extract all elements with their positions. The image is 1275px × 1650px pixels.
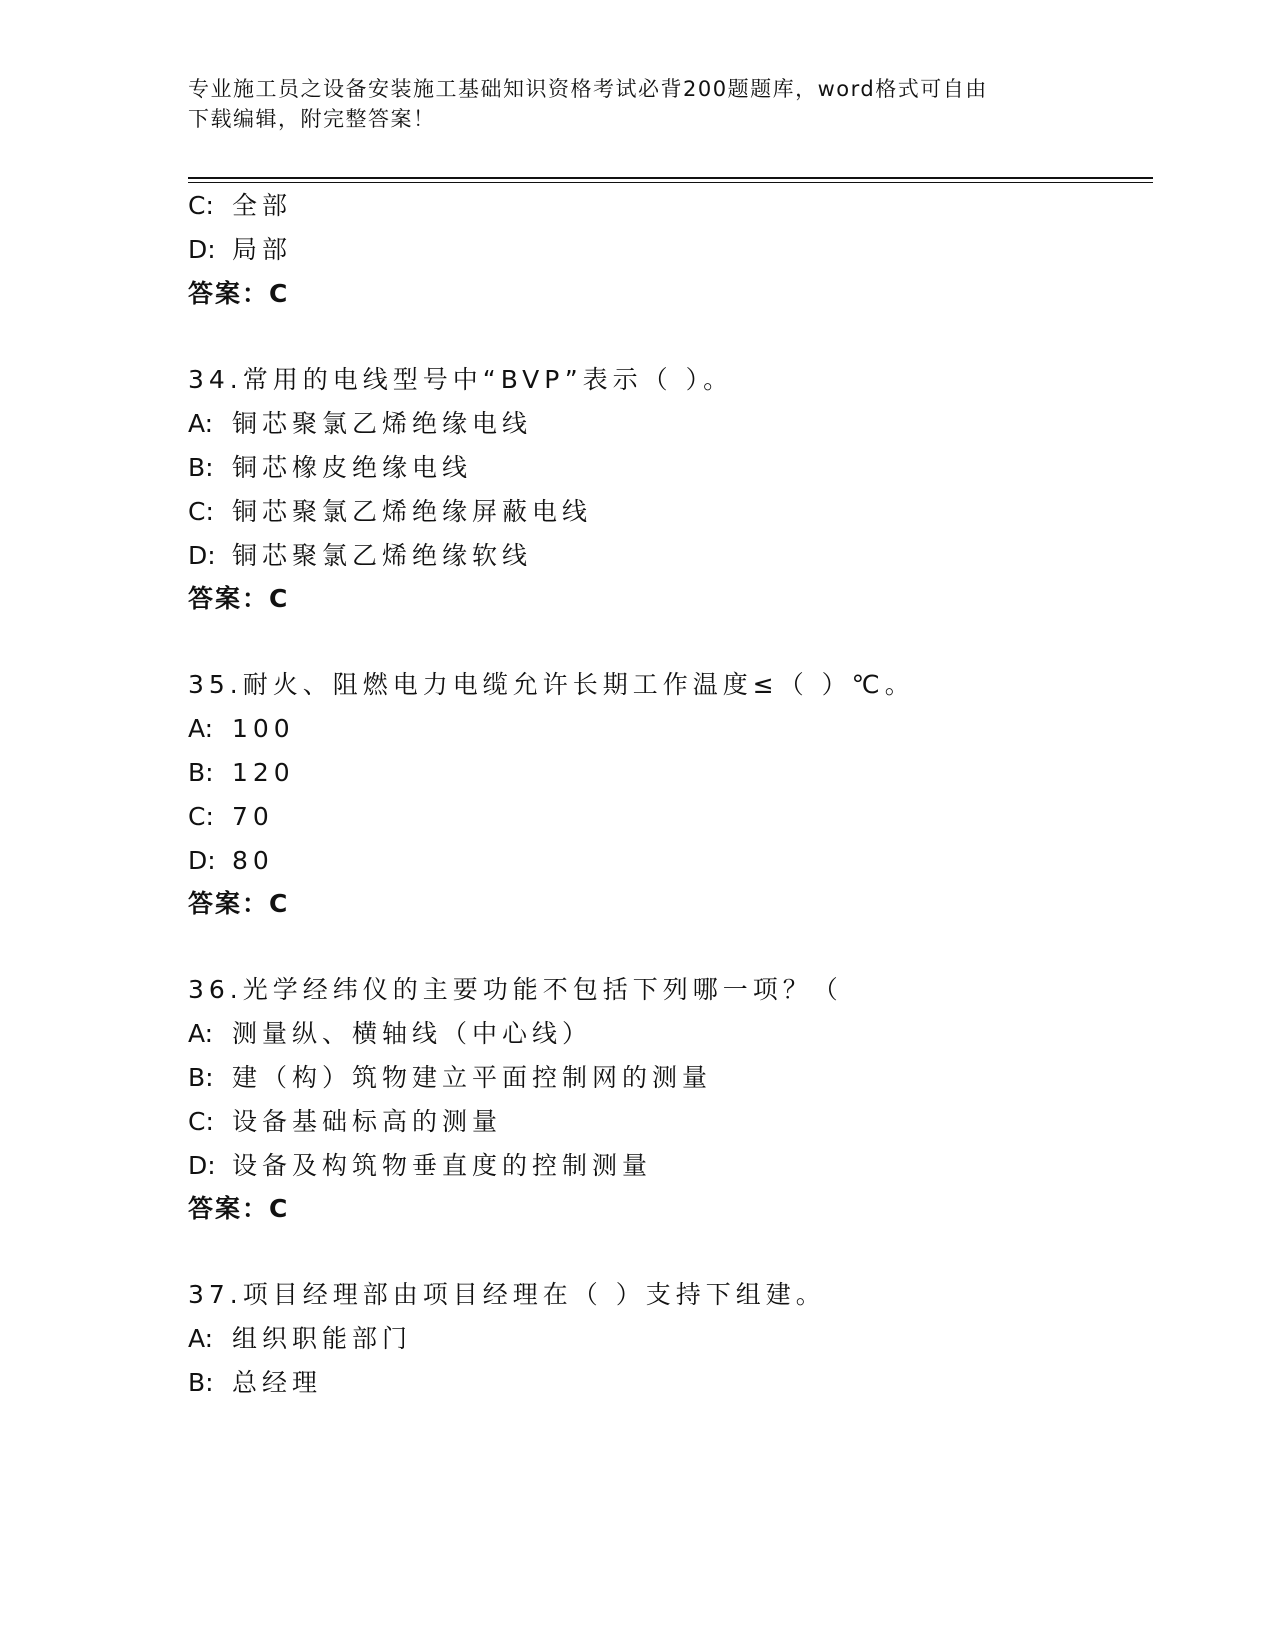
answer-line: 答案：C: [188, 584, 290, 613]
header-title-line2: 下载编辑，附完整答案！: [188, 107, 436, 131]
option-text: 铜芯聚氯乙烯绝缘软线: [232, 541, 533, 570]
option-text: 铜芯橡皮绝缘电线: [232, 453, 473, 482]
option-d: [188, 845, 274, 877]
header-rule-thick: [188, 177, 1153, 179]
answer-line: 答案：C: [188, 279, 290, 308]
option-label: D:: [188, 1151, 216, 1180]
option-label: A:: [188, 409, 214, 438]
option-text: 70: [232, 802, 274, 831]
option-d: [188, 1150, 652, 1182]
option-b: [188, 1062, 712, 1094]
option-label: C:: [188, 191, 214, 220]
answer-line: 答案：C: [188, 889, 290, 918]
option-label: D:: [188, 846, 216, 875]
option-text: 设备及构筑物垂直度的控制测量: [232, 1151, 653, 1180]
option-b: [188, 757, 295, 789]
option-a: [188, 1323, 412, 1355]
page-header: [188, 74, 1068, 134]
option-a: [188, 713, 295, 745]
option-a: [188, 408, 532, 440]
option-c: [188, 801, 274, 833]
option-label: C:: [188, 802, 214, 831]
option-c: [188, 190, 292, 222]
option-text: 100: [232, 714, 295, 743]
option-c: [188, 496, 592, 528]
option-label: B:: [188, 1063, 214, 1092]
header-rule-thin: [188, 182, 1153, 183]
option-text: 建（构）筑物建立平面控制网的测量: [232, 1063, 713, 1092]
option-text: 80: [232, 846, 274, 875]
option-label: B:: [188, 758, 214, 787]
option-label: B:: [188, 1368, 214, 1397]
option-a: [188, 1018, 592, 1050]
option-label: D:: [188, 541, 216, 570]
answer-line: 答案：C: [188, 1194, 290, 1223]
header-title-line1: 专业施工员之设备安装施工基础知识资格考试必背200题题库，word格式可自由: [188, 77, 988, 101]
question-stem: 36.光学经纬仪的主要功能不包括下列哪一项？（: [188, 975, 843, 1004]
option-label: A:: [188, 1324, 214, 1353]
question-stem: 37.项目经理部由项目经理在（ ）支持下组建。: [188, 1280, 826, 1309]
question-stem: 35.耐火、阻燃电力电缆允许长期工作温度≤（ ）℃。: [188, 670, 915, 699]
question-stem: 34.常用的电线型号中“BVP”表示（ ）。: [188, 365, 734, 394]
option-label: C:: [188, 497, 214, 526]
option-label: C:: [188, 1107, 214, 1136]
option-text: 铜芯聚氯乙烯绝缘屏蔽电线: [232, 497, 593, 526]
option-c: [188, 1106, 502, 1138]
option-text: 120: [232, 758, 295, 787]
option-label: A:: [188, 714, 214, 743]
option-b: [188, 1367, 322, 1399]
option-text: 测量纵、横轴线（中心线）: [232, 1019, 593, 1048]
option-text: 组织职能部门: [232, 1324, 413, 1353]
option-text: 局部: [232, 235, 293, 264]
option-label: B:: [188, 453, 214, 482]
option-label: A:: [188, 1019, 214, 1048]
option-b: [188, 452, 472, 484]
option-d: [188, 540, 532, 572]
option-d: [188, 234, 292, 266]
option-text: 全部: [232, 191, 293, 220]
option-text: 铜芯聚氯乙烯绝缘电线: [232, 409, 533, 438]
option-label: D:: [188, 235, 216, 264]
option-text: 总经理: [232, 1368, 323, 1397]
option-text: 设备基础标高的测量: [232, 1107, 503, 1136]
